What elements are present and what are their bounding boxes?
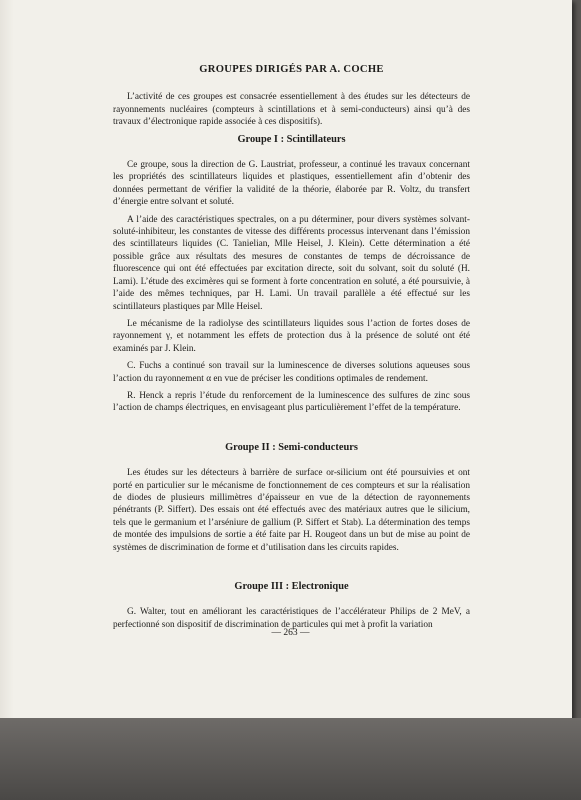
section-3-paragraph: G. Walter, tout en améliorant les caractéristiques de l’accélérateur Philips de 2 MeV, a perfectionné son dispositif de discrimination de particules qui met à profit la variation [113,607,470,630]
section-1-paragraph: C. Fuchs a continué son travail sur la luminescence de diverses solutions aqueuses sous l’action du rayonnement α en vue de préciser les conditions optimales de rendement. [113,361,470,384]
scan-background-edge [0,718,581,800]
section-heading-groupe-1: Groupe I : Scintillateurs [237,133,346,145]
section-1-paragraph: R. Henck a repris l’étude du renforcement de la luminescence des sulfures de zinc sous l’action de champs électriques, en envisageant plus particulièrement l’effet de la température. [113,390,470,414]
section-1-paragraph: Ce groupe, sous la direction de G. Laustriat, professeur, a continué les travaux concernant les propriétés des scintillateurs liquides et plastiques, essentiellement afin d’obtenir des données permettant de vérifier la validité de la théorie, élaborée par R. Voltz, du transfert d’énergie entre solvant et soluté. [113,160,470,208]
section-heading-groupe-3: Groupe III : Electronique [234,581,349,592]
section-1-paragraph: Le mécanisme de la radiolyse des scintillateurs liquides sous l’action de fortes doses de rayonnement γ, et notamment les effets de protection dus à la présence de soluté ont été examinés par J. Klein. [113,318,470,354]
page-content [113,64,470,636]
intro-paragraph: L’activité de ces groupes est consacrée essentiellement à des études sur les détecteurs de rayonnements nucléaires (compteurs à scintillations et à semi-conducteurs) ainsi qu’à des travaux d’électronique rapide associée à ces dispositifs). [113,92,470,128]
page-spine-shadow [0,0,14,795]
page-number: — 263 — [271,628,310,638]
section-1-paragraph: A l’aide des caractéristiques spectrales, on a pu déterminer, pour divers systèmes solvant-soluté-inhibiteur, les constantes de vitesse des différents processus intervenant dans l’émission des scintillateurs liquides (C. Tanielian, Mlle Heisel, J. Klein). Cette détermination a été possible grâce aux résultats des mesures de constantes de temps de décroissance de fluorescence qui ont été effectuées par excitation directe, soit du solvant, soit du soluté (H. Lami). L’étude des excimères qui se forment à forte concentration en soluté, a été poursuivie, à l’aide des mêmes techniques, par H. Lami. Un travail parallèle a été effectué sur les scintillateurs plastiques par Mlle Heisel. [113,214,470,312]
page-title: GROUPES DIRIGÉS PAR A. COCHE [199,64,384,75]
section-heading-groupe-2: Groupe II : Semi-conducteurs [225,441,358,453]
section-spacer [113,420,470,442]
section-2-paragraph: Les études sur les détecteurs à barrière de surface or-silicium ont été poursuivies et ont porté en particulier sur le mécanisme de fonctionnement de ces compteurs et sur la réalisation de diodes de plusieurs millimètres d’épaisseur en vue de la détection de rayonnements pénétrants (P. Siffert). Des essais ont été effectués avec des matériaux autres que le silicium, tels que le germanium et l’arséniure de gallium (P. Siffert et Stab). La détermination des temps de montée des impulsions de sortie a été faite par H. Rougeot dans un but de mise au point de systèmes de discrimination de forme et d’utilisation dans les circuits rapides. [113,468,470,553]
section-spacer [113,559,470,581]
